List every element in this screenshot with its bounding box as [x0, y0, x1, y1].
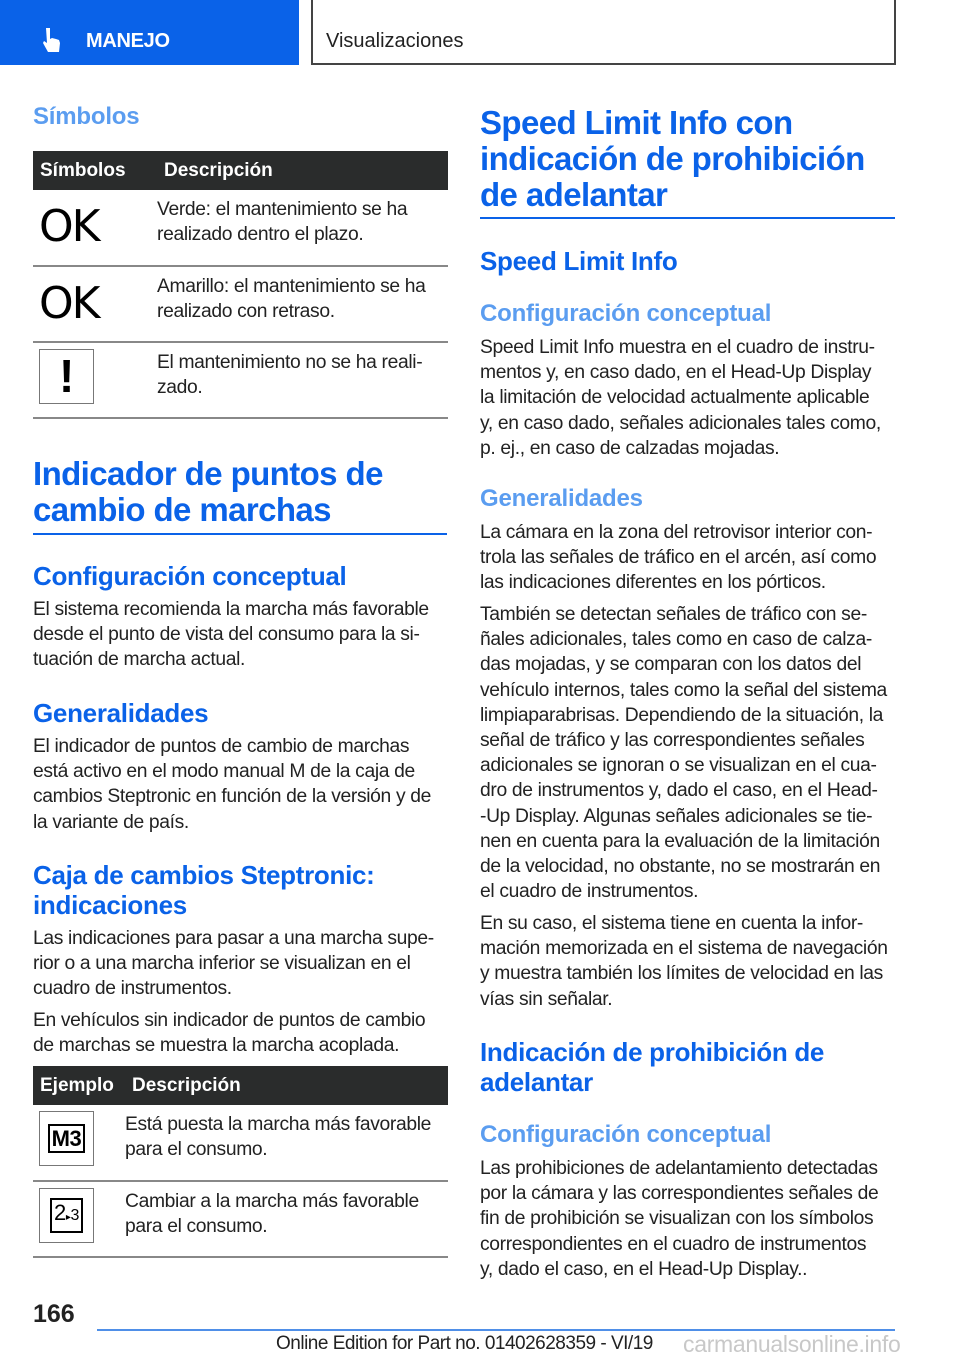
gear-m3-icon: M3: [39, 1111, 94, 1166]
subsection-heading: Indicación de prohibición de adelantar: [480, 1037, 825, 1097]
row-description: Está puesta la marcha más favorable para el consumo.: [125, 1105, 448, 1181]
table-row: [33, 1105, 448, 1181]
subsection-heading: Caja de cambios Steptronic: indicaciones: [33, 860, 375, 920]
paragraph: La cámara en la zona del retrovisor interior con- trola las señales de tráfico en el arcén, así como las indicaciones diferentes en los pórticos.: [480, 522, 877, 594]
title-rule: [480, 217, 895, 219]
col-header: Descripción: [157, 151, 448, 190]
col-header: Ejemplo: [33, 1066, 125, 1105]
paragraph: El sistema recomienda la marcha más favorable desde el punto de vista del consumo para la si- tuación de marcha actual.: [33, 599, 429, 671]
col-header: Símbolos: [33, 151, 157, 190]
ok-green-symbol: OK: [39, 201, 99, 252]
section-title: Indicador de puntos de cambio de marchas: [33, 455, 383, 528]
subsection-heading: Generalidades: [33, 698, 209, 728]
chapter-tab[interactable]: [311, 0, 896, 65]
section-title: Speed Limit Info con indicación de prohibición de adelantar: [480, 104, 865, 213]
row-description: Amarillo: el mantenimiento se ha realizado con retraso.: [157, 266, 448, 342]
hand-pointer-icon: [40, 27, 64, 53]
table-row: [33, 1181, 448, 1257]
paragraph: Speed Limit Info muestra en el cuadro de instru- mentos y, en caso dado, en el Head-Up Display la limitación de velocidad actualmente aplicable y, en caso dado, señales adicionales tales como, p. ej., en caso de calzadas mojadas.: [480, 337, 881, 459]
subsection-heading: Configuración conceptual: [480, 300, 772, 327]
paragraph: En su caso, el sistema tiene en cuenta la infor- mación memorizada en el sistema de navegación y muestra también los límites de velocidad en las vías sin señalar.: [480, 913, 888, 1010]
symbols-table: [33, 151, 448, 419]
col-header: Descripción: [125, 1066, 448, 1105]
row-description: Verde: el mantenimiento se ha realizado dentro el plazo.: [157, 190, 448, 266]
subsection-heading: Generalidades: [480, 485, 643, 512]
subsection-heading: Configuración conceptual: [33, 561, 347, 591]
ok-yellow-symbol: OK: [39, 278, 99, 329]
paragraph: En vehículos sin indicador de puntos de cambio de marchas se muestra la marcha acoplada.: [33, 1010, 426, 1057]
table-row: [33, 190, 448, 266]
row-description: Cambiar a la marcha más favorable para el consumo.: [125, 1181, 448, 1257]
paragraph: Las prohibiciones de adelantamiento detectadas por la cámara y las correspondientes señales de fin de prohibición se visualizan con los símbolos correspondientes en el cuadro de instrumentos y, dado el caso, en el Head-Up Display..: [480, 1158, 879, 1280]
symbols-heading: Símbolos: [33, 103, 140, 130]
subsection-heading: Speed Limit Info: [480, 246, 678, 276]
watermark: carmanualsonline.info: [683, 1331, 901, 1357]
section-tab[interactable]: [0, 0, 299, 65]
edition-note: Online Edition for Part no. 01402628359 - VI/19: [276, 1333, 653, 1354]
page-number: 166: [33, 1300, 75, 1328]
row-description: El mantenimiento no se ha reali- zado.: [157, 342, 448, 418]
example-table: [33, 1066, 448, 1258]
table-row: [33, 342, 448, 418]
exclamation-icon: !: [39, 349, 94, 404]
chapter-tab-label: Visualizaciones: [326, 30, 464, 52]
table-row: [33, 266, 448, 342]
paragraph: También se detectan señales de tráfico con se- ñales adicionales, tales como en caso de calza- das mojadas, y se comparan con los datos del vehículo internos, tales como la señal del sistema limpiaparabrisas. Dependiendo de la situación, la señal de tráfico y las correspondientes señales adicionales se ignoran o se visualizan en el cua- dro de instrumentos y, dado el caso, en el Head- -Up Display. Algunas señales adicionales se tie- nen en cuenta para la evaluación de la limitación de la velocidad, no obstante, no se mostrarán en el cuadro de instrumentos.: [480, 604, 887, 903]
subsection-heading: Configuración conceptual: [480, 1121, 772, 1148]
paragraph: Las indicaciones para pasar a una marcha supe- rior o a una marcha inferior se visualizan en el cuadro de instrumentos.: [33, 928, 434, 1000]
gear-shift-up-icon: 2▸3: [39, 1188, 94, 1243]
title-rule: [33, 533, 447, 535]
paragraph: El indicador de puntos de cambio de marchas está activo en el modo manual M de la caja de cambios Steptronic en función de la versión y de la variante de país.: [33, 736, 431, 833]
section-tab-label: MANEJO: [86, 30, 170, 52]
